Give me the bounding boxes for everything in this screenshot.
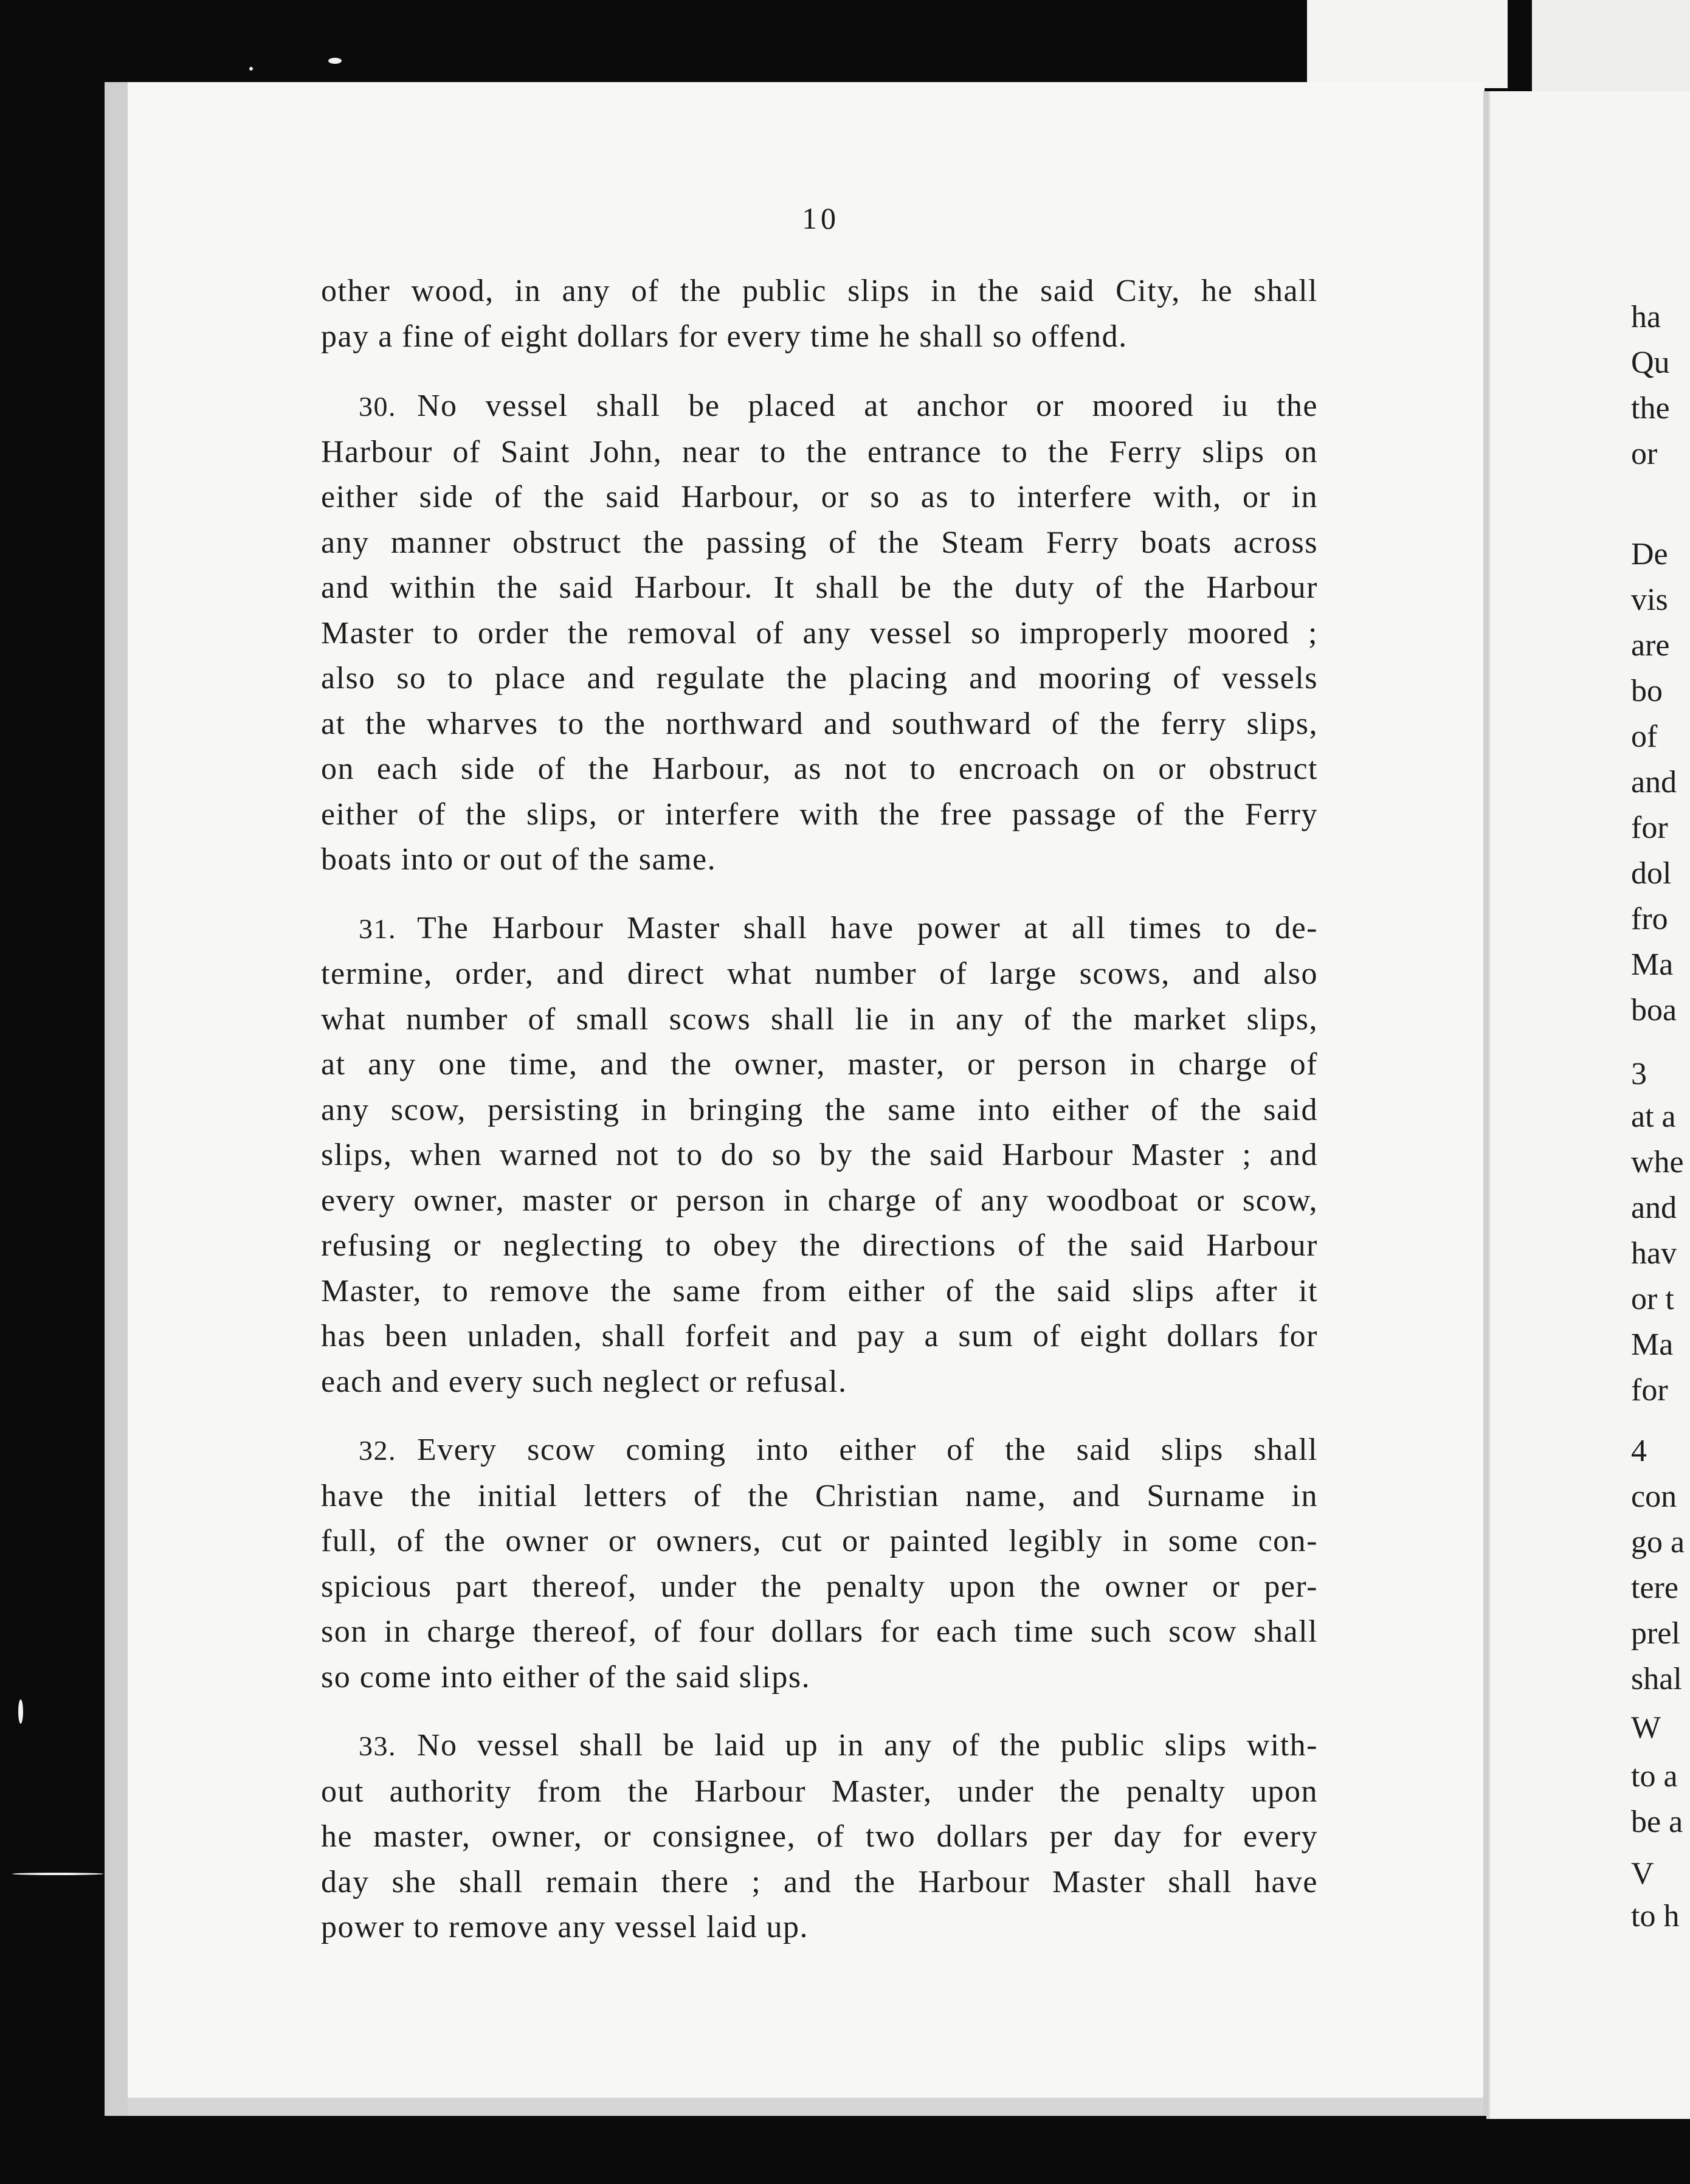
adjacent-page-edge <box>1307 0 1508 88</box>
right-page-fragment: be a <box>1631 1805 1683 1839</box>
text-line <box>321 702 1318 747</box>
paragraph <box>321 906 1318 1405</box>
line-text: Master to order the removal of any vessel so improperly moored ; <box>321 615 1318 651</box>
text-line <box>321 656 1318 702</box>
line-text: No vessel shall be laid up in any of the public slips with- <box>417 1728 1318 1763</box>
scan-speck <box>328 58 342 64</box>
body-text <box>321 269 1318 1974</box>
line-text: also so to place and regulate the placing and mooring of vessels <box>321 661 1318 696</box>
line-text: slips, when warned not to do so by the said Harbour Master ; and <box>321 1138 1318 1172</box>
text-line <box>321 314 1318 360</box>
text-line <box>321 906 1318 952</box>
line-text: every owner, master or person in charge of any woodboat or scow, <box>321 1183 1318 1218</box>
right-page-fragment: for <box>1631 1373 1668 1408</box>
text-line <box>321 1564 1318 1610</box>
line-text: on each side of the Harbour, as not to encroach on or obstruct <box>321 752 1318 786</box>
right-page-fragment: De <box>1631 537 1668 572</box>
text-line <box>321 1769 1318 1815</box>
paragraph <box>321 1428 1318 1700</box>
text-line <box>321 1088 1318 1133</box>
right-page-fragment: con <box>1631 1479 1677 1514</box>
right-page-fragment: Qu <box>1631 345 1670 380</box>
text-line <box>321 1519 1318 1564</box>
right-page-fragment: of <box>1631 719 1658 754</box>
text-line <box>321 1269 1318 1315</box>
text-line <box>321 952 1318 997</box>
right-page-fragment: tere <box>1631 1571 1678 1605</box>
line-text: Harbour of Saint John, near to the entrance to the Ferry slips on <box>321 434 1318 469</box>
scan-speck <box>249 67 253 71</box>
text-line <box>321 792 1318 838</box>
text-line <box>321 384 1318 430</box>
text-line <box>321 1814 1318 1860</box>
right-page-fragment: or <box>1631 437 1658 471</box>
line-text: have the initial letters of the Christian name, and Surname in <box>321 1478 1318 1513</box>
right-page-fragment: W <box>1631 1710 1661 1745</box>
line-text: any manner obstruct the passing of the Steam Ferry boats across <box>321 525 1318 560</box>
right-page-fragment: for <box>1631 810 1668 845</box>
scan-speck <box>12 1873 103 1875</box>
text-line <box>321 1905 1318 1951</box>
line-text: pay a fine of eight dollars for every time he shall so offend. <box>321 319 1128 354</box>
line-text: Master, to remove the same from either of the said slips after it <box>321 1273 1318 1308</box>
line-text: spicious part thereof, under the penalty upon the owner or per- <box>321 1569 1318 1604</box>
section-number: 32. <box>359 1435 396 1466</box>
text-line <box>321 1655 1318 1701</box>
right-page-fragment: bo <box>1631 674 1663 708</box>
right-page-fragment: whe <box>1631 1145 1684 1180</box>
line-text: any scow, persisting in bringing the same into either of the said <box>321 1092 1318 1127</box>
line-text: The Harbour Master shall have power at all times to de- <box>417 910 1318 945</box>
right-page-fragment: are <box>1631 628 1670 663</box>
line-text: power to remove any vessel laid up. <box>321 1910 809 1944</box>
right-page-fragment: and <box>1631 765 1677 800</box>
line-text: boats into or out of the same. <box>321 842 717 877</box>
line-text: Every scow coming into either of the said slips shall <box>417 1432 1318 1467</box>
line-text: other wood, in any of the public slips in the said City, he shall <box>321 274 1318 308</box>
right-page-fragment: vis <box>1631 582 1668 617</box>
text-line <box>321 1133 1318 1178</box>
section-number: 33. <box>359 1730 396 1761</box>
page-number: 10 <box>802 201 840 235</box>
line-text: son in charge thereof, of four dollars for each time such scow shall <box>321 1614 1318 1649</box>
right-page-fragment: and <box>1631 1190 1677 1225</box>
line-text: at any one time, and the owner, master, or person in charge of <box>321 1047 1318 1082</box>
right-page-fragment: or t <box>1631 1282 1674 1316</box>
right-page-fragment: prel <box>1631 1616 1680 1651</box>
right-page-fragment: to a <box>1631 1759 1678 1794</box>
line-text: has been unladen, shall forfeit and pay a sum of eight dollars for <box>321 1319 1318 1353</box>
line-text: No vessel shall be placed at anchor or moored iu the <box>417 389 1318 423</box>
text-line <box>321 1178 1318 1224</box>
paragraph <box>321 269 1318 359</box>
line-text: refusing or neglecting to obey the directions of the said Harbour <box>321 1228 1318 1263</box>
line-text: he master, owner, or consignee, of two dollars per day for every <box>321 1819 1318 1854</box>
right-page-text <box>1631 0 1690 2184</box>
right-page-fragment: Ma <box>1631 1327 1674 1362</box>
line-text: either of the slips, or interfere with the free passage of the Ferry <box>321 797 1318 832</box>
scan-speck <box>18 1699 23 1724</box>
right-page-fragment: 3 <box>1631 1057 1647 1091</box>
right-page-fragment: dol <box>1631 856 1672 891</box>
right-page-fragment: ha <box>1631 300 1661 334</box>
text-line <box>321 1042 1318 1088</box>
right-page-fragment: shal <box>1631 1662 1682 1696</box>
line-text: each and every such neglect or refusal. <box>321 1364 847 1399</box>
right-page-fragment: Ma <box>1631 947 1674 982</box>
line-text: either side of the said Harbour, or so as to interfere with, or in <box>321 480 1318 514</box>
right-page-fragment: V <box>1631 1856 1654 1891</box>
line-text: what number of small scows shall lie in any of the market slips, <box>321 1001 1318 1037</box>
right-page-fragment: fro <box>1631 902 1668 936</box>
right-page-fragment: hav <box>1631 1236 1677 1271</box>
text-line <box>321 1314 1318 1360</box>
text-line <box>321 430 1318 475</box>
right-page-fragment: boa <box>1631 993 1677 1028</box>
paragraph <box>321 1723 1318 1951</box>
line-text: full, of the owner or owners, cut or painted legibly in some con- <box>321 1524 1318 1558</box>
right-page-fragment: go a <box>1631 1525 1685 1560</box>
text-line <box>321 565 1318 611</box>
gutter-shadow <box>1483 91 1488 2116</box>
line-text: at the wharves to the northward and southward of the ferry slips, <box>321 706 1318 741</box>
line-text: and within the said Harbour. It shall be the duty of the Harbour <box>321 570 1318 605</box>
right-page-fragment: the <box>1631 391 1670 426</box>
text-line <box>321 747 1318 792</box>
right-page-fragment: at a <box>1631 1099 1676 1134</box>
text-line <box>321 1360 1318 1405</box>
text-line <box>321 1474 1318 1519</box>
text-line <box>321 1723 1318 1769</box>
text-line <box>321 1223 1318 1269</box>
right-page-fragment: to h <box>1631 1899 1680 1933</box>
section-number: 30. <box>359 391 396 422</box>
text-line <box>321 269 1318 314</box>
right-page-fragment: 4 <box>1631 1434 1647 1468</box>
line-text: day she shall remain there ; and the Harbour Master shall have <box>321 1864 1318 1899</box>
text-line <box>321 1609 1318 1655</box>
text-line <box>321 611 1318 657</box>
text-line <box>321 1428 1318 1474</box>
line-text: so come into either of the said slips. <box>321 1659 811 1695</box>
text-line <box>321 475 1318 520</box>
text-line <box>321 520 1318 566</box>
text-line <box>321 997 1318 1043</box>
section-number: 31. <box>359 913 396 944</box>
text-line <box>321 1860 1318 1906</box>
paragraph <box>321 384 1318 883</box>
text-line <box>321 837 1318 883</box>
line-text: out authority from the Harbour Master, under the penalty upon <box>321 1774 1318 1809</box>
line-text: termine, order, and direct what number of large scows, and also <box>321 956 1318 991</box>
